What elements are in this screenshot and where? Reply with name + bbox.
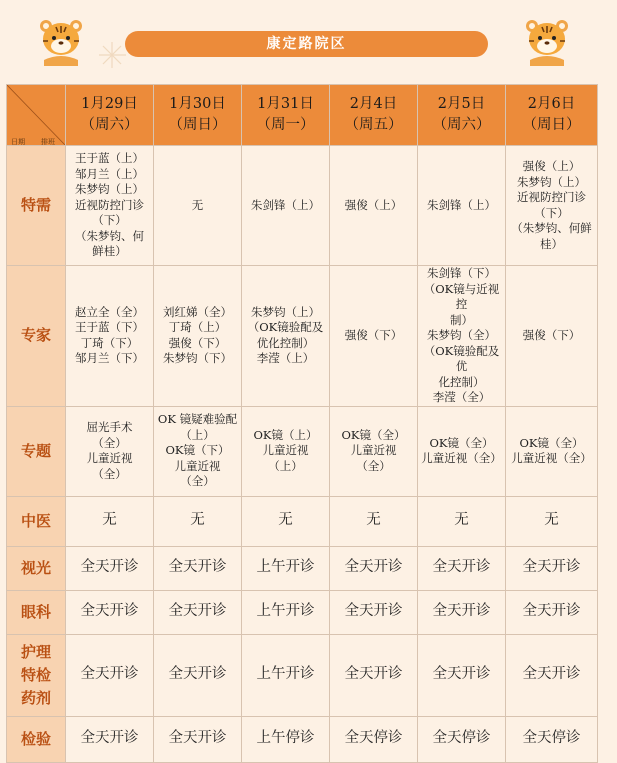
table-cell: 赵立全（全） 王于蓝（下） 丁琦（下） 邹月兰（下） xyxy=(66,266,154,407)
row-label: 专家 xyxy=(7,266,66,407)
column-header xyxy=(330,85,418,146)
table-cell: 王于蓝（上） 邹月兰（上） 朱梦钧（上） 近视防控门诊 （下） （朱梦钧、何 鲜桂） xyxy=(66,146,154,266)
campus-title: 康定路院区 xyxy=(125,31,488,57)
table-cell: OK镜（全） 儿童近视（全） xyxy=(506,406,598,496)
tiger-icon xyxy=(34,14,88,66)
column-date: 2月5日 xyxy=(437,96,486,112)
table-cell: 刘红娣（全） 丁琦（上） 强俊（下） 朱梦钧（下） xyxy=(154,266,242,407)
column-weekday: （周日） xyxy=(522,117,581,133)
table-cell: 强俊（下） xyxy=(506,266,598,407)
table-cell: OK镜（上） 儿童近视 （上） xyxy=(242,406,330,496)
column-weekday: （周五） xyxy=(344,117,403,133)
column-date: 2月4日 xyxy=(349,96,398,112)
table-cell: OK 镜疑难验配 （上） OK镜（下） 儿童近视 （全） xyxy=(154,406,242,496)
table-cell: 全天开诊 xyxy=(418,590,506,634)
table-cell: 无 xyxy=(242,496,330,546)
row-label: 专题 xyxy=(7,406,66,496)
table-cell: 朱剑锋（下） （OK镜与近视控 制） 朱梦钧（全） （OK镜验配及优 化控制） 李滢（全） xyxy=(418,266,506,407)
table-row xyxy=(7,406,598,496)
corner-cell xyxy=(7,85,66,146)
column-header xyxy=(154,85,242,146)
table-cell: OK镜（全） 儿童近视（全） xyxy=(418,406,506,496)
column-date: 1月31日 xyxy=(257,96,314,112)
column-header xyxy=(418,85,506,146)
table-cell: 全天开诊 xyxy=(330,634,418,716)
table-cell: 无 xyxy=(330,496,418,546)
table-cell: 全天开诊 xyxy=(506,634,598,716)
table-header-row xyxy=(7,85,598,146)
table-row xyxy=(7,590,598,634)
table-cell: 上午开诊 xyxy=(242,546,330,590)
row-label: 视光 xyxy=(7,546,66,590)
table-cell: 全天开诊 xyxy=(154,634,242,716)
table-cell: 全天开诊 xyxy=(154,716,242,762)
row-label: 特需 xyxy=(7,146,66,266)
table-cell: 无 xyxy=(418,496,506,546)
table-cell: 强俊（下） xyxy=(330,266,418,407)
table-cell: 无 xyxy=(506,496,598,546)
table-row xyxy=(7,716,598,762)
corner-label-shift: 排班 xyxy=(41,138,55,146)
table-cell: 屈光手术 （全） 儿童近视 （全） xyxy=(66,406,154,496)
table-cell: 全天开诊 xyxy=(154,546,242,590)
column-weekday: （周一） xyxy=(256,117,315,133)
table-cell: 无 xyxy=(66,496,154,546)
table-cell: 全天停诊 xyxy=(330,716,418,762)
tiger-icon xyxy=(520,14,574,66)
diagonal-divider xyxy=(7,85,65,145)
table-cell: 全天开诊 xyxy=(418,634,506,716)
table-cell: 无 xyxy=(154,146,242,266)
column-weekday: （周六） xyxy=(80,117,139,133)
header xyxy=(0,0,617,86)
table-row xyxy=(7,496,598,546)
column-weekday: （周日） xyxy=(168,117,227,133)
column-weekday: （周六） xyxy=(432,117,491,133)
table-cell: 全天开诊 xyxy=(154,590,242,634)
table-cell: 全天开诊 xyxy=(330,590,418,634)
column-date: 1月30日 xyxy=(169,96,226,112)
row-label: 检验 xyxy=(7,716,66,762)
column-date: 1月29日 xyxy=(81,96,138,112)
column-header xyxy=(242,85,330,146)
table-cell: 上午停诊 xyxy=(242,716,330,762)
row-label: 眼科 xyxy=(7,590,66,634)
table-cell: 全天开诊 xyxy=(66,546,154,590)
table-cell: 全天开诊 xyxy=(66,634,154,716)
column-date: 2月6日 xyxy=(527,96,576,112)
table-row xyxy=(7,546,598,590)
table-cell: 朱剑锋（上） xyxy=(418,146,506,266)
row-label: 中医 xyxy=(7,496,66,546)
table-cell: 强俊（上） xyxy=(330,146,418,266)
table-cell: OK镜（全） 儿童近视 （全） xyxy=(330,406,418,496)
schedule-table xyxy=(6,84,598,763)
table-cell: 全天开诊 xyxy=(330,546,418,590)
table-row xyxy=(7,266,598,407)
table-cell: 全天开诊 xyxy=(418,546,506,590)
column-header xyxy=(506,85,598,146)
corner-label-date: 日期 xyxy=(11,138,25,146)
table-cell: 上午开诊 xyxy=(242,590,330,634)
column-header xyxy=(66,85,154,146)
table-cell: 全天开诊 xyxy=(506,546,598,590)
table-cell: 全天停诊 xyxy=(418,716,506,762)
table-cell: 全天停诊 xyxy=(506,716,598,762)
table-cell: 朱梦钧（上） （OK镜验配及 优化控制） 李滢（上） xyxy=(242,266,330,407)
table-cell: 无 xyxy=(154,496,242,546)
table-cell: 全天开诊 xyxy=(66,590,154,634)
table-cell: 全天开诊 xyxy=(66,716,154,762)
table-cell: 朱剑锋（上） xyxy=(242,146,330,266)
table-cell: 强俊（上） 朱梦钧（上） 近视防控门诊 （下） （朱梦钧、何鲜 桂） xyxy=(506,146,598,266)
table-cell: 全天开诊 xyxy=(506,590,598,634)
table-row xyxy=(7,146,598,266)
row-label: 护理 特检 药剂 xyxy=(7,634,66,716)
table-cell: 上午开诊 xyxy=(242,634,330,716)
table-row xyxy=(7,634,598,716)
